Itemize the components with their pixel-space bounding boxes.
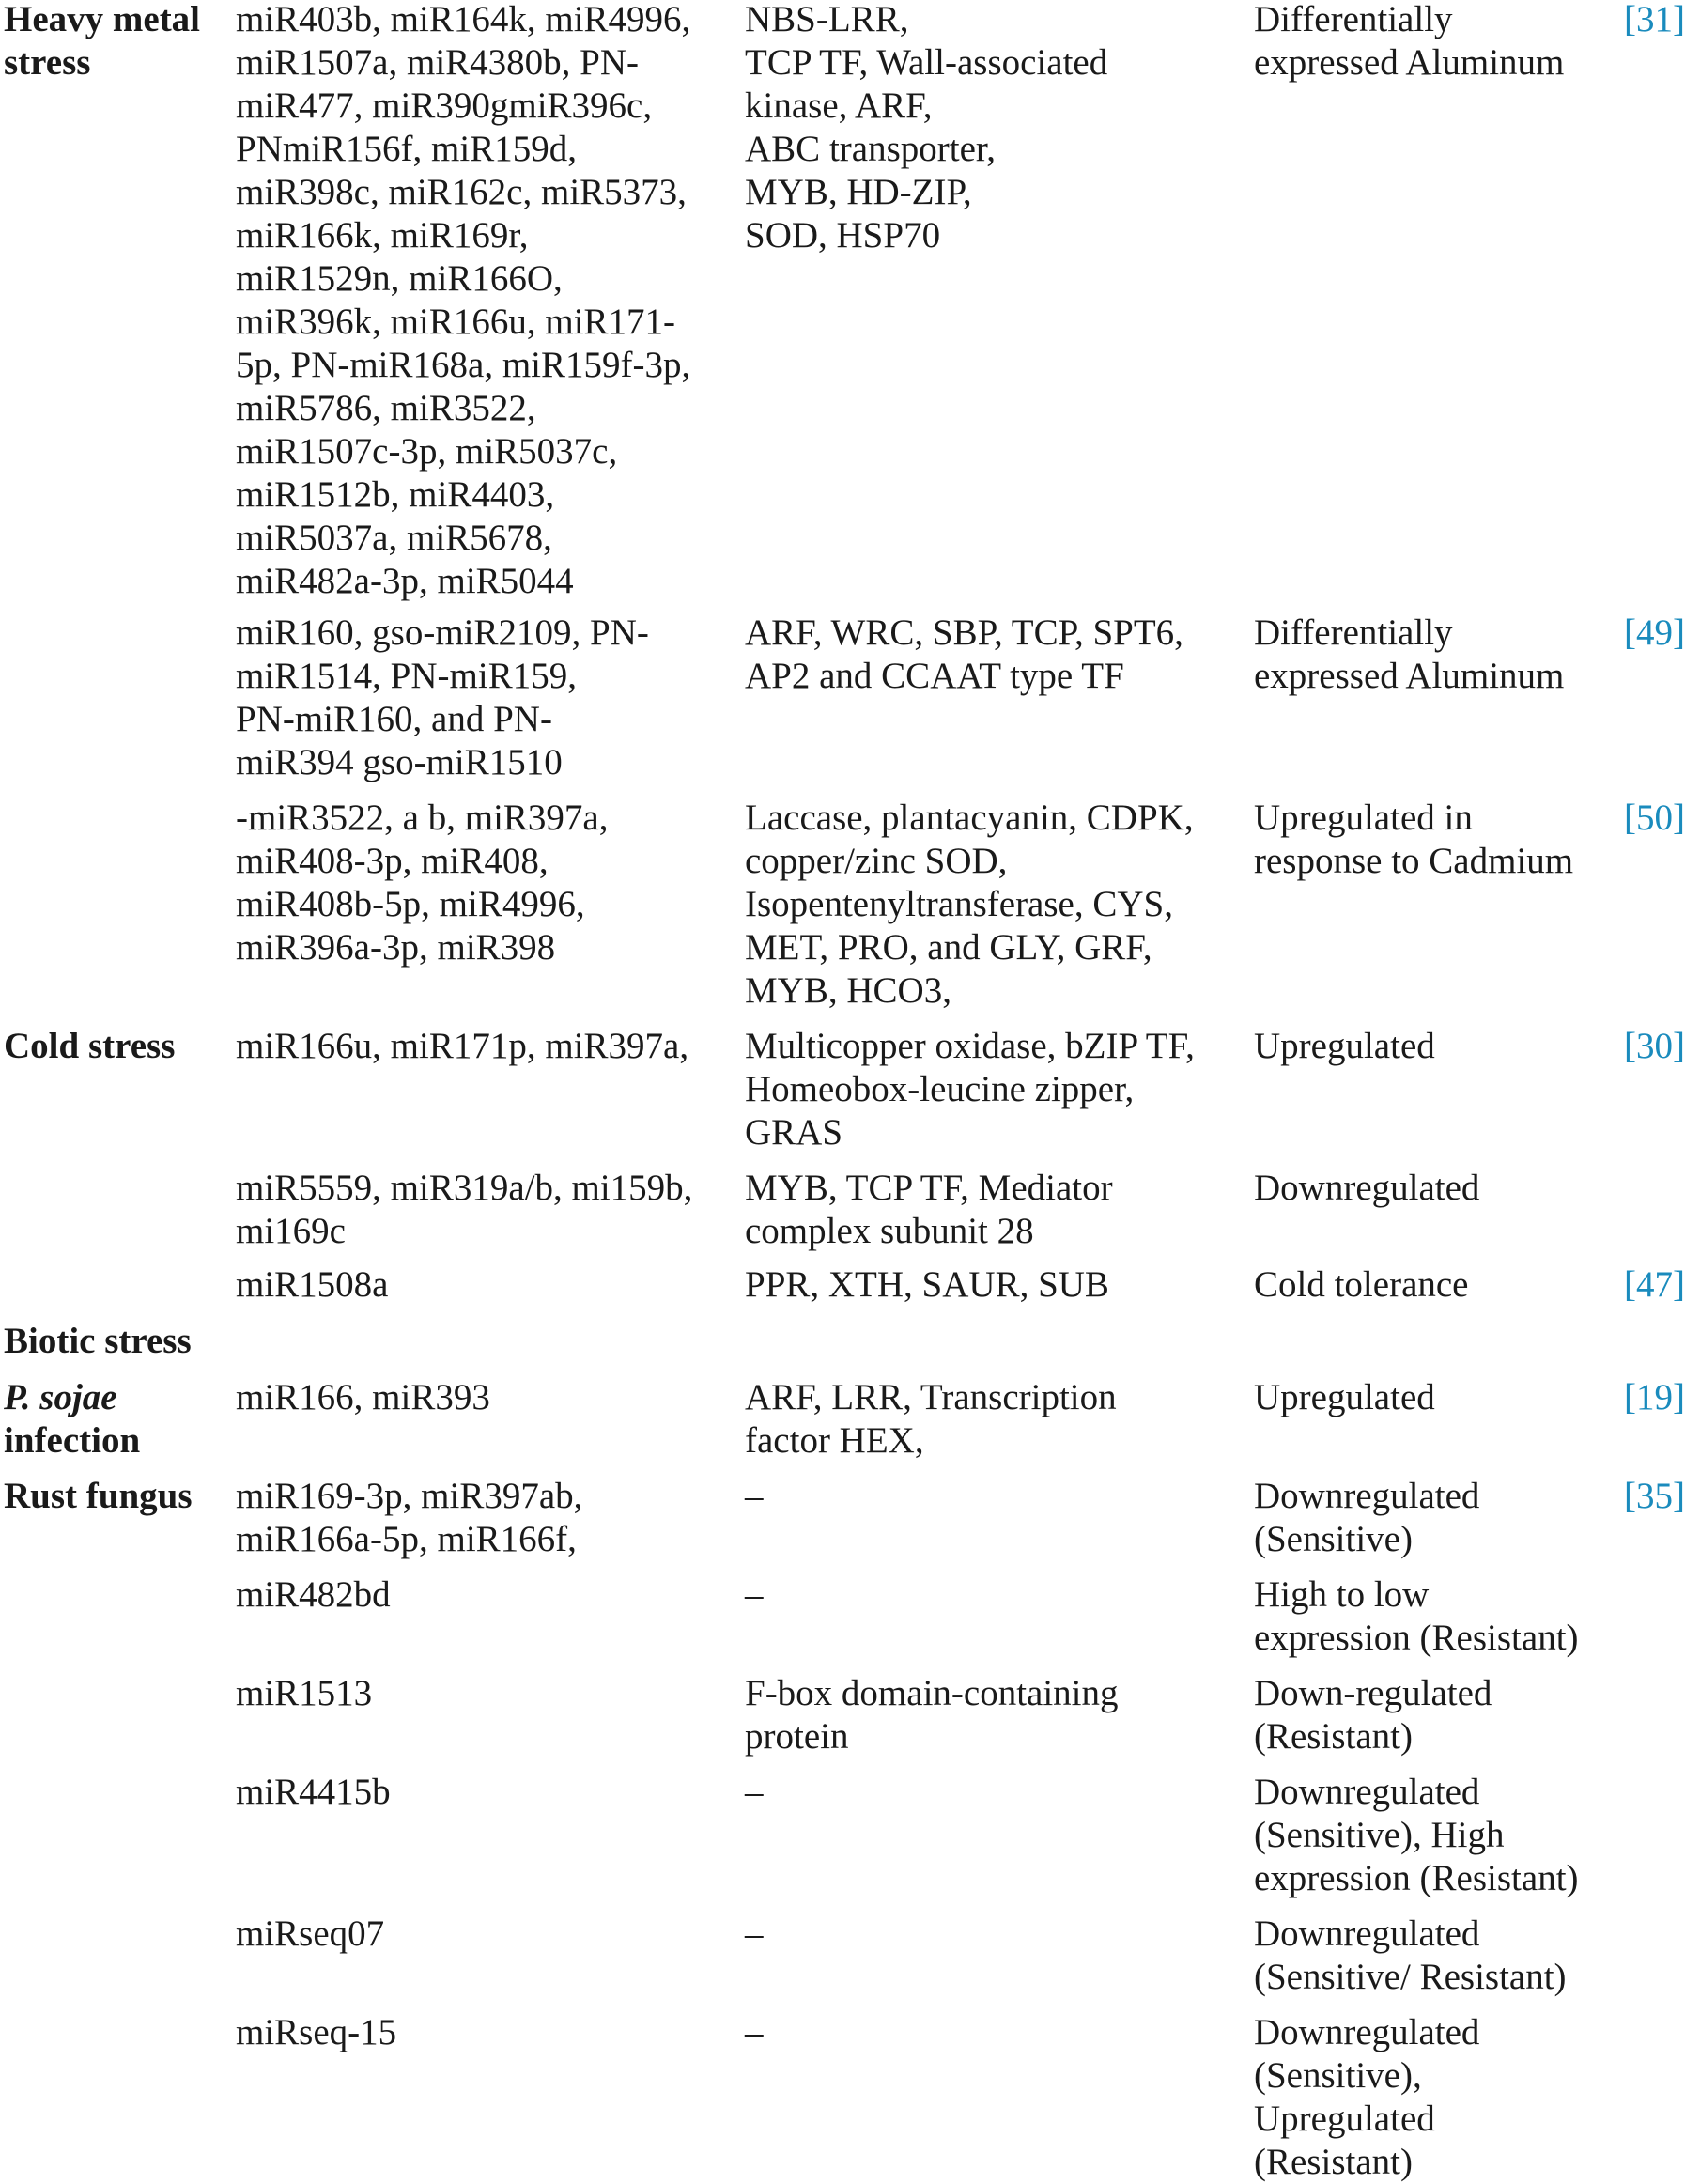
target-genes-cell: NBS-LRR, TCP TF, Wall-associated kinase, ARF, ABC transporter, MYB, HD-ZIP, SOD, HSP70 (745, 0, 1108, 256)
target-genes-cell: – (745, 1574, 764, 1615)
reference-cell (1610, 1025, 1685, 1068)
expression-effect-cell: Upregulated in response to Cadmium (1254, 798, 1574, 881)
mirna-list-cell: -miR3522, a b, miR397a, miR408-3p, miR408, miR408b-5p, miR4996, miR396a-3p, miR398 (236, 798, 609, 968)
stress-category-label: Cold stress (4, 1026, 176, 1066)
target-genes-cell: PPR, XTH, SAUR, SUB (745, 1264, 1109, 1305)
target-genes-cell: MYB, TCP TF, Mediator complex subunit 28 (745, 1168, 1113, 1251)
target-genes-cell: ARF, WRC, SBP, TCP, SPT6, AP2 and CCAAT type TF (745, 612, 1183, 696)
reference-link[interactable]: [50] (1624, 798, 1685, 838)
reference-cell (1610, 612, 1685, 655)
reference-link[interactable]: [49] (1624, 612, 1685, 653)
target-genes-cell: – (745, 1476, 764, 1516)
stress-category-label: infection (4, 1420, 141, 1461)
reference-cell (1610, 797, 1685, 840)
expression-effect-cell: Upregulated (1254, 1377, 1435, 1417)
mirna-list-cell: miR1513 (236, 1673, 373, 1713)
stress-category-cell (4, 0, 200, 85)
stress-category-cell (4, 1376, 140, 1463)
expression-effect-cell: Downregulated (Sensitive) (1254, 1476, 1480, 1559)
expression-effect-cell: Downregulated (Sensitive), High expression (Resistant) (1254, 1772, 1579, 1898)
mirna-list-cell: miR160, gso-miR2109, PN- miR1514, PN-miR159, PN-miR160, and PN- miR394 gso-miR1510 (236, 612, 649, 782)
expression-effect-cell: Differentially expressed Aluminum (1254, 612, 1565, 696)
target-genes-cell: ARF, LRR, Transcription factor HEX, (745, 1377, 1117, 1461)
mirna-list-cell: miR4415b (236, 1772, 391, 1812)
reference-link[interactable]: [19] (1624, 1377, 1685, 1417)
target-genes-cell: – (745, 2012, 764, 2052)
target-genes-cell: – (745, 1772, 764, 1812)
reference-cell (1610, 1263, 1685, 1307)
section-heading-cell (4, 1320, 192, 1363)
expression-effect-cell: Downregulated (Sensitive), Upregulated (Resistant) (1254, 2012, 1480, 2182)
reference-cell (1610, 1475, 1685, 1518)
mirna-list-cell: miR166u, miR171p, miR397a, (236, 1026, 689, 1066)
expression-effect-cell: High to low expression (Resistant) (1254, 1574, 1579, 1658)
expression-effect-cell: Downregulated (Sensitive/ Resistant) (1254, 1913, 1567, 1997)
expression-effect-cell: Upregulated (1254, 1026, 1435, 1066)
stress-category-cell (4, 1475, 193, 1518)
expression-effect-cell: Downregulated (1254, 1168, 1480, 1208)
expression-effect-cell: Differentially expressed Aluminum (1254, 0, 1565, 83)
pathogen-name-label: P. sojae (4, 1377, 117, 1417)
mirna-list-cell: miRseq07 (236, 1913, 385, 1954)
target-genes-cell: – (745, 1913, 764, 1954)
mirna-list-cell: miR1508a (236, 1264, 389, 1305)
stress-category-label: Heavy metal stress (4, 0, 201, 83)
stress-category-cell (4, 1025, 175, 1068)
expression-effect-cell: Cold tolerance (1254, 1264, 1469, 1305)
reference-cell (1610, 1376, 1685, 1419)
expression-effect-cell: Down-regulated (Resistant) (1254, 1673, 1492, 1757)
mirna-list-cell: miRseq-15 (236, 2012, 397, 2052)
target-genes-cell: Laccase, plantacyanin, CDPK, copper/zinc SOD, Isopentenyltransferase, CYS, MET, PRO, and GLY, GRF, MYB, HCO3, (745, 798, 1194, 1011)
reference-link[interactable]: [47] (1624, 1264, 1685, 1305)
reference-link[interactable]: [35] (1624, 1476, 1685, 1516)
mirna-list-cell: miR403b, miR164k, miR4996, miR1507a, miR4380b, PN- miR477, miR390gmiR396c, PNmiR156f, miR159d, miR398c, miR162c, miR5373, miR166k, miR169r, miR1529n, miR166O, miR396k, miR166u, miR171- 5p, PN-miR168a, miR159f-3p, miR5786, miR3522, miR1507c-3p, miR5037c, miR1512b, miR4403, miR5037a, miR5678, miR482a-3p, miR5044 (236, 0, 691, 601)
reference-link[interactable]: [31] (1624, 0, 1685, 39)
stress-category-label: Rust fungus (4, 1476, 193, 1516)
mirna-list-cell: miR5559, miR319a/b, mi159b, mi169c (236, 1168, 693, 1251)
reference-cell (1610, 0, 1685, 41)
reference-link[interactable]: [30] (1624, 1026, 1685, 1066)
section-heading-label: Biotic stress (4, 1321, 192, 1361)
target-genes-cell: F-box domain-containing protein (745, 1673, 1119, 1757)
mirna-list-cell: miR166, miR393 (236, 1377, 490, 1417)
mirna-list-cell: miR169-3p, miR397ab, miR166a-5p, miR166f, (236, 1476, 583, 1559)
target-genes-cell: Multicopper oxidase, bZIP TF, Homeobox-leucine zipper, GRAS (745, 1026, 1195, 1153)
mirna-list-cell: miR482bd (236, 1574, 391, 1615)
